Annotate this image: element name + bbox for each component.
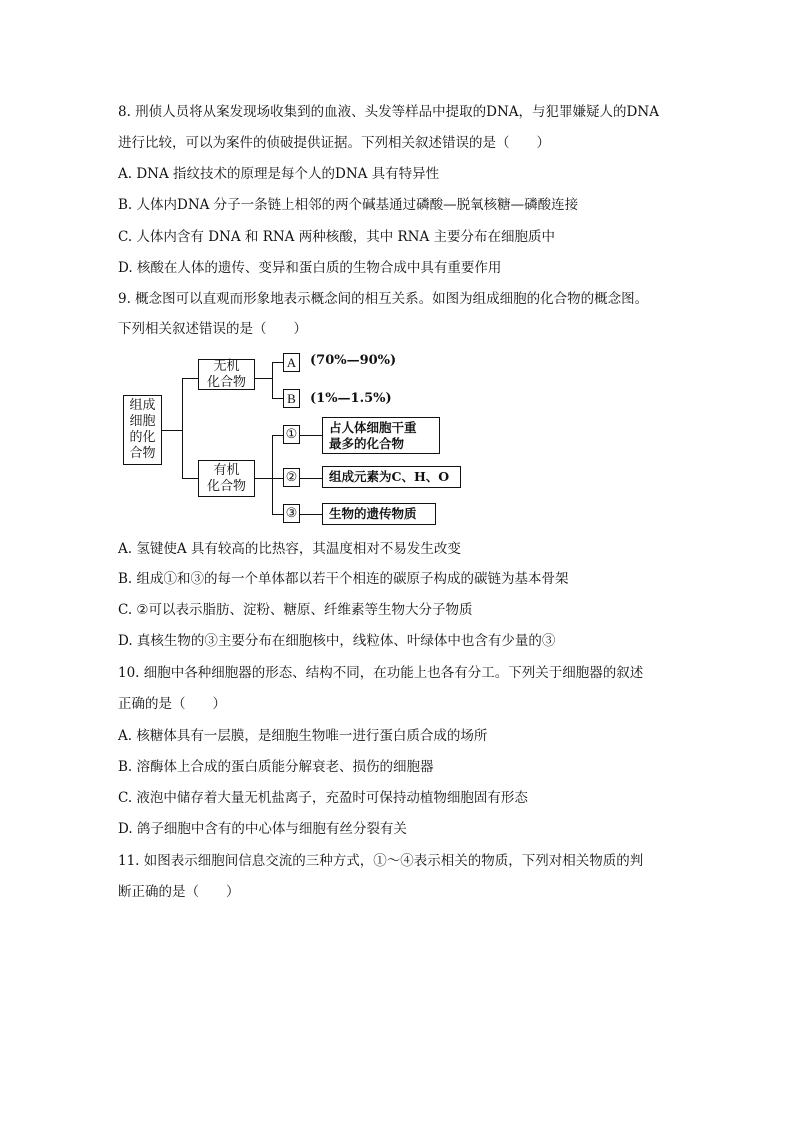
organic-line: 有机	[213, 462, 240, 478]
connector	[182, 478, 198, 479]
q8-stem-line-2: 进行比较，可以为案件的侦破提供证据。下列相关叙述错误的是（ ）	[118, 135, 550, 151]
q9-stem-line-2: 下列相关叙述错误的是（ ）	[118, 321, 307, 337]
inorganic-line: 无机	[213, 358, 240, 374]
connector	[272, 362, 273, 398]
connector	[272, 435, 283, 436]
q10-option-d: D. 鸽子细胞中含有的中心体与细胞有丝分裂有关	[118, 821, 407, 837]
q10-stem-line-1: 10. 细胞中各种细胞器的形态、结构不同，在功能上也各有分工。下列关于细胞器的叙述	[118, 665, 644, 681]
node-b: B	[283, 389, 300, 408]
connector	[300, 514, 322, 515]
node-3: ③	[283, 504, 300, 523]
organic-node	[198, 460, 255, 497]
connector	[272, 514, 283, 515]
root-node	[123, 395, 162, 465]
a-percentage: (70%—90%)	[310, 353, 397, 368]
connector	[182, 378, 198, 379]
q9-option-b: B. 组成①和③的每一个单体都以若干个相连的碳原子构成的碳链为基本骨架	[118, 571, 569, 587]
node-1-desc-line: 最多的化合物	[329, 435, 405, 451]
connector	[300, 435, 322, 436]
q10-stem-line-2: 正确的是（ ）	[118, 696, 226, 712]
inorganic-node	[198, 359, 255, 390]
q9-option-d: D. 真核生物的③主要分布在细胞核中，线粒体、叶绿体中也含有少量的③	[118, 633, 556, 649]
root-line: 的化	[129, 430, 156, 445]
q11-stem-line-2: 断正确的是（ ）	[118, 884, 240, 900]
q8-option-b: B. 人体内DNA 分子一条链上相邻的两个碱基通过磷酸—脱氧核糖—磷酸连接	[118, 197, 579, 213]
q8-stem-line-1: 8. 刑侦人员将从案发现场收集到的血液、头发等样品中提取的DNA，与犯罪嫌疑人的DNA	[118, 104, 659, 120]
q9-option-a: A. 氢键使A 具有较高的比热容，其温度相对不易发生改变	[118, 541, 461, 557]
connector	[272, 398, 283, 399]
connector	[182, 378, 183, 478]
q9-stem-line-1: 9. 概念图可以直观而形象地表示概念间的相互关系。如图为组成细胞的化合物的概念图。	[118, 291, 649, 307]
q8-option-a: A. DNA 指纹技术的原理是每个人的DNA 具有特异性	[118, 166, 440, 182]
node-2-description: 组成元素为C、H、O	[322, 466, 461, 488]
q10-option-c: C. 液泡中储存着大量无机盐离子，充盈时可保持动植物细胞固有形态	[118, 790, 528, 806]
inorganic-line: 化合物	[206, 374, 246, 390]
root-line: 细胞	[129, 414, 156, 429]
connector	[272, 435, 273, 514]
connector	[272, 362, 283, 363]
node-2: ②	[283, 468, 300, 487]
q10-option-b: B. 溶酶体上合成的蛋白质能分解衰老、损伤的细胞器	[118, 759, 434, 775]
node-1-description	[322, 417, 440, 454]
organic-line: 化合物	[206, 478, 246, 494]
q8-option-c: C. 人体内含有 DNA 和 RNA 两种核酸，其中 RNA 主要分布在细胞质中	[118, 229, 556, 245]
root-line: 合物	[129, 446, 156, 461]
node-1: ①	[283, 425, 300, 444]
connector	[255, 378, 272, 379]
node-3-description: 生物的遗传物质	[322, 503, 436, 525]
node-1-desc-line: 占人体细胞干重	[329, 419, 417, 435]
connector	[162, 430, 182, 431]
q11-stem-line-1: 11. 如图表示细胞间信息交流的三种方式，①～④表示相关的物质，下列对相关物质的判	[118, 853, 644, 869]
b-percentage: (1%—1.5%)	[310, 391, 392, 406]
q10-option-a: A. 核糖体具有一层膜，是细胞生物唯一进行蛋白质合成的场所	[118, 728, 488, 744]
connector	[255, 478, 283, 479]
node-a: A	[283, 353, 300, 372]
q9-option-c: C. ②可以表示脂肪、淀粉、糖原、纤维素等生物大分子物质	[118, 602, 473, 618]
connector	[300, 478, 322, 479]
root-line: 组成	[129, 398, 156, 413]
q8-option-d: D. 核酸在人体的遗传、变异和蛋白质的生物合成中具有重要作用	[118, 260, 502, 276]
